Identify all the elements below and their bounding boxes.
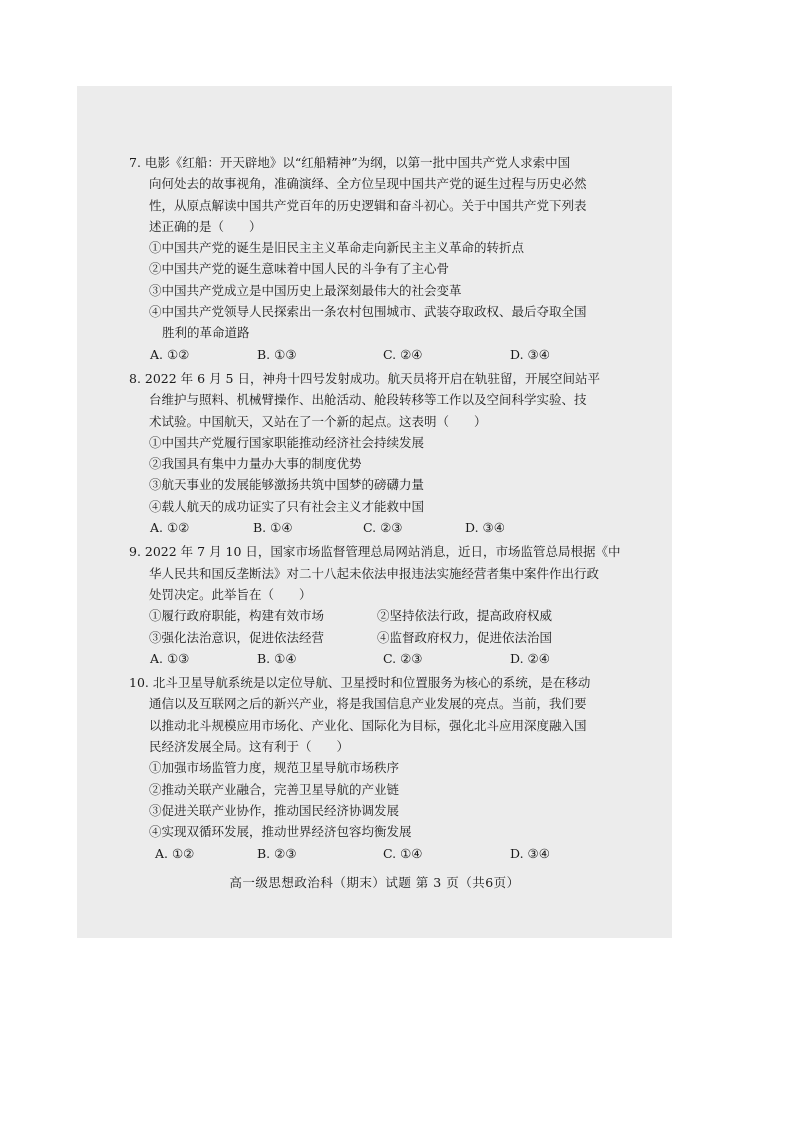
option-c: C. ①④ [383,845,423,861]
option-d: D. ③④ [510,845,550,861]
question-9 [77,541,672,669]
question-stem: 通信以及互联网之后的新兴产业，将是我国信息产业发展的亮点。当前，我们要 [149,696,587,712]
question-stem: 7. 电影《红船：开天辟地》以“红船精神”为纲，以第一批中国共产党人求索中国 [129,155,571,170]
answer-options [77,344,672,365]
option-c: C. ②④ [383,346,423,362]
option-a: A. ①③ [150,650,190,666]
question-stem: 华人民共和国反垄断法》对二十八起未依法申报违法实施经营者集中案件作出行政 [149,565,600,581]
statement-1: ①履行政府职能，构建有效市场 [149,608,325,624]
option-d: D. ③④ [465,520,505,536]
statement-2: ②坚持依法行政，提高政府权威 [377,608,553,624]
question-7 [77,152,672,365]
option-b: B. ①④ [253,520,293,536]
statement-2: ②推动关联产业融合，完善卫星导航的产业链 [149,781,400,797]
page-footer: 高一级思想政治科（期末）试题 第 3 页（共6页） [229,875,520,890]
statement-3: ③中国共产党成立是中国历史上最深刻最伟大的社会变革 [149,282,462,298]
option-a: A. ①② [150,346,190,362]
statement-3: ③航天事业的发展能够激扬共筑中国梦的磅礴力量 [149,477,425,493]
statement-2: ②我国具有集中力量办大事的制度优势 [149,456,362,472]
statement-1: ①中国共产党履行国家职能推动经济社会持续发展 [149,434,425,450]
exam-page [77,86,672,938]
statement-4: ④实现双循环发展，推动世界经济包容均衡发展 [149,824,412,840]
statement-4: ④监督政府权力，促进依法治国 [377,629,553,645]
page-content [77,152,672,867]
question-stem: 述正确的是（ ） [149,218,262,234]
question-stem: 8. 2022 年 6 月 5 日，神舟十四号发射成功。航天员将开启在轨驻留，开展空间站平 [129,370,600,386]
answer-options [77,843,672,864]
answer-options [77,517,672,538]
option-d: D. ②④ [510,650,550,666]
statement-3: ③强化法治意识，促进依法经营 [149,629,325,645]
question-stem: 性，从原点解读中国共产党百年的历史逻辑和奋斗初心。关于中国共产党下列表 [149,197,587,213]
statement-2: ②中国共产党的诞生意味着中国人民的斗争有了主心骨 [149,261,450,277]
option-c: C. ②③ [363,520,403,536]
question-stem: 10. 北斗卫星导航系统是以定位导航、卫星授时和位置服务为核心的系统，是在移动 [129,675,591,691]
question-stem: 处罚决定。此举旨在（ ） [149,586,312,602]
option-a: A. ①② [155,845,195,861]
question-8 [77,368,672,538]
statement-row [77,627,672,648]
question-stem: 民经济发展全局。这有利于（ ） [149,739,350,755]
option-b: B. ①③ [257,346,297,362]
statement-4: ④载人航天的成功证实了只有社会主义才能救中国 [149,498,425,514]
question-stem: 向何处去的故事视角，准确演绎、全方位呈现中国共产党的诞生过程与历史必然 [149,176,587,192]
question-stem: 术试验。中国航天，又站在了一个新的起点。这表明（ ） [149,413,487,429]
statement-1: ①中国共产党的诞生是旧民主主义革命走向新民主主义革命的转折点 [149,240,525,256]
statement-4-continued: 胜利的革命道路 [162,325,250,341]
option-b: B. ②③ [257,845,297,861]
option-a: A. ①② [150,520,190,536]
answer-options [77,648,672,669]
option-c: C. ②③ [383,650,423,666]
option-d: D. ③④ [510,346,550,362]
statement-4: ④中国共产党领导人民探索出一条农村包围城市、武装夺取政权、最后夺取全国 [149,304,587,320]
statement-3: ③促进关联产业协作，推动国民经济协调发展 [149,802,400,818]
statement-1: ①加强市场监管力度，规范卫星导航市场秩序 [149,760,400,776]
question-10 [77,672,672,864]
question-stem: 台维护与照料、机械臂操作、出舱活动、舱段转移等工作以及空间科学实验、技 [149,392,587,408]
option-b: B. ①④ [257,650,297,666]
question-stem: 以推动北斗规模应用市场化、产业化、国际化为目标，强化北斗应用深度融入国 [149,717,587,733]
question-stem: 9. 2022 年 7 月 10 日，国家市场监督管理总局网站消息，近日，市场监管总局根据《中 [129,544,621,560]
statement-row [77,605,672,626]
